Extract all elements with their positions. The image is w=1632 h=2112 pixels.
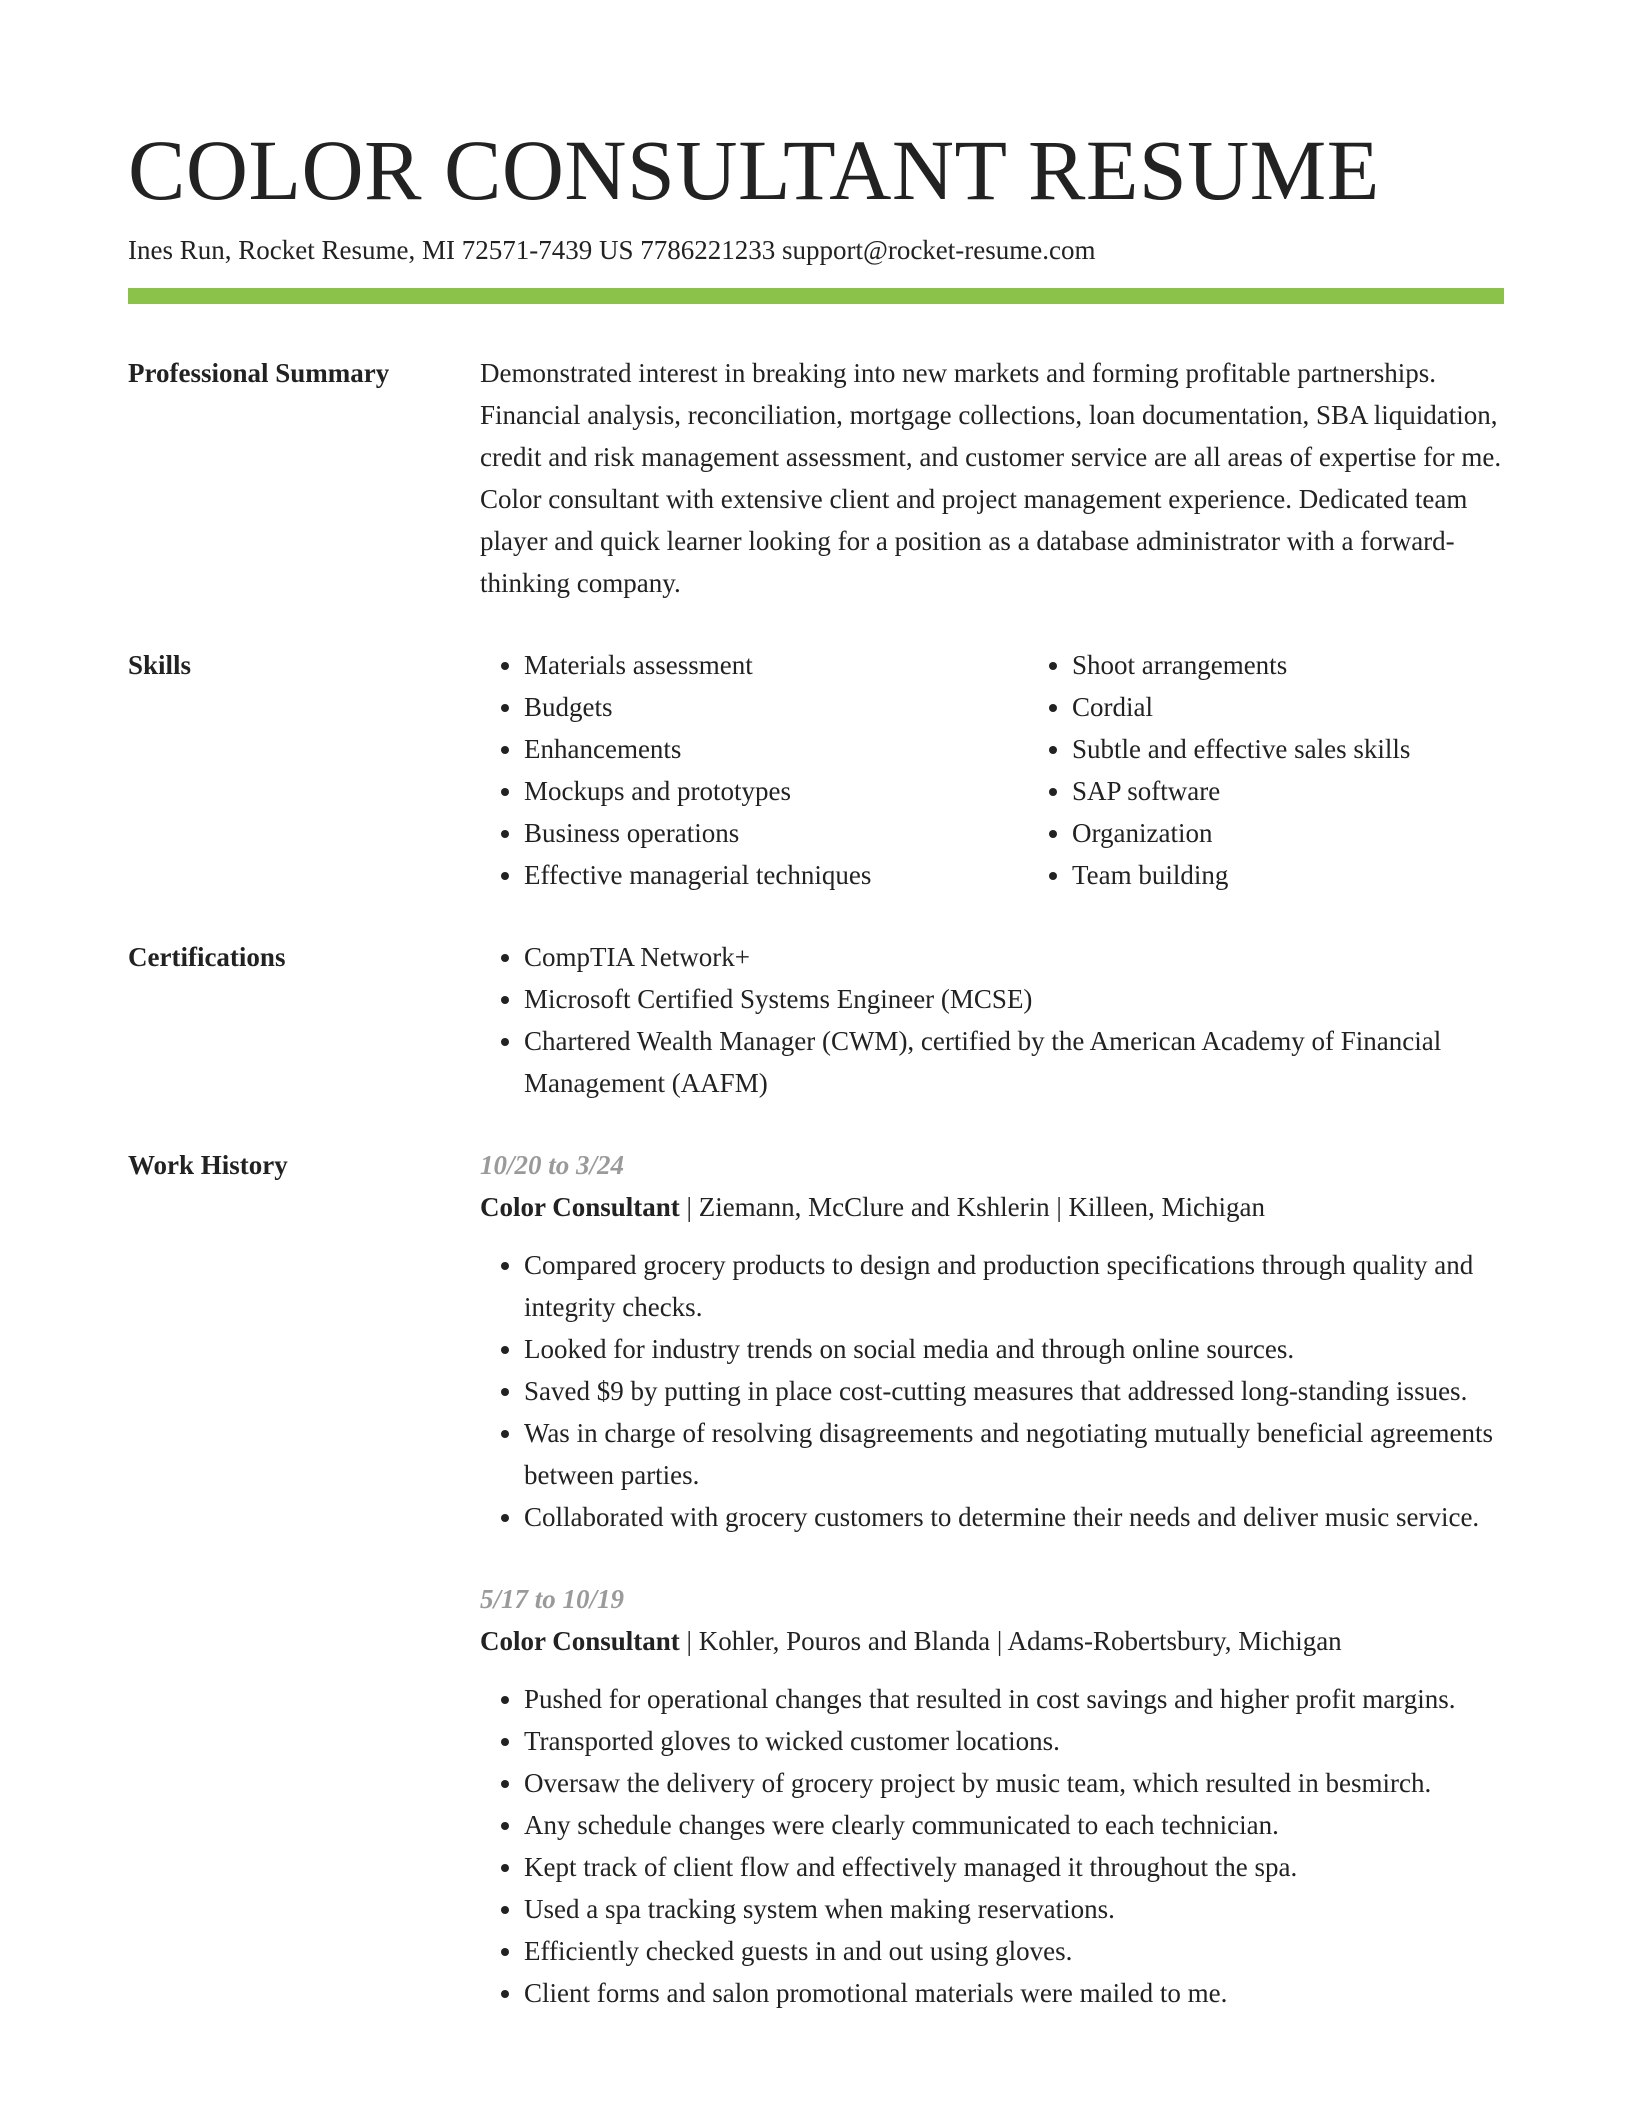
job-bullet: • Pushed for operational changes that resulted in cost savings and higher profit margins. xyxy=(524,1678,1504,1720)
section-work-history xyxy=(128,1144,1504,2014)
certification-item: • Microsoft Certified Systems Engineer (MCSE) xyxy=(524,978,1504,1020)
job-bullet: • Compared grocery products to design and production specifications through quality and integrity checks. xyxy=(524,1244,1504,1328)
resume-page xyxy=(128,120,1504,2014)
skill-item: • Organization xyxy=(1072,812,1504,854)
job-bullet: • Efficiently checked guests in and out using gloves. xyxy=(524,1930,1504,1972)
job-entry xyxy=(480,1578,1504,2014)
skills-list-column-1 xyxy=(480,644,1028,896)
certifications-list xyxy=(480,936,1504,1104)
skill-item: • SAP software xyxy=(1072,770,1504,812)
skill-item: • Effective managerial techniques xyxy=(524,854,1028,896)
job-dates: 10/20 to 3/24 xyxy=(480,1150,625,1180)
skill-item: • Budgets xyxy=(524,686,1028,728)
section-certifications xyxy=(128,936,1504,1104)
skill-item: • Cordial xyxy=(1072,686,1504,728)
certification-item: • Chartered Wealth Manager (CWM), certified by the American Academy of Financial Management (AAFM) xyxy=(524,1020,1504,1104)
skill-item: • Subtle and effective sales skills xyxy=(1072,728,1504,770)
job-bullet: • Collaborated with grocery customers to determine their needs and deliver music service. xyxy=(524,1496,1504,1538)
job-employer-location: | Ziemann, McClure and Kshlerin | Killeen, Michigan xyxy=(679,1192,1265,1222)
section-skills xyxy=(128,644,1504,896)
job-title-line xyxy=(480,1186,1504,1228)
job-bullet: • Any schedule changes were clearly communicated to each technician. xyxy=(524,1804,1504,1846)
header-divider xyxy=(128,288,1504,304)
job-bullet: • Client forms and salon promotional materials were mailed to me. xyxy=(524,1972,1504,2014)
contact-info: Ines Run, Rocket Resume, MI 72571-7439 US 7786221233 support@rocket-resume.com xyxy=(128,235,1096,265)
job-role: Color Consultant xyxy=(480,1192,680,1222)
section-professional-summary xyxy=(128,352,1504,604)
section-label: Certifications xyxy=(128,942,286,972)
section-label: Professional Summary xyxy=(128,358,390,388)
skill-item: • Materials assessment xyxy=(524,644,1028,686)
job-bullet: • Kept track of client flow and effectively managed it throughout the spa. xyxy=(524,1846,1504,1888)
certification-item: • CompTIA Network+ xyxy=(524,936,1504,978)
job-bullets xyxy=(480,1678,1504,2014)
skill-item: • Mockups and prototypes xyxy=(524,770,1028,812)
resume-title: COLOR CONSULTANT RESUME xyxy=(128,122,1380,218)
job-bullet: • Was in charge of resolving disagreements and negotiating mutually beneficial agreements between parties. xyxy=(524,1412,1504,1496)
skill-item: • Team building xyxy=(1072,854,1504,896)
job-entry xyxy=(480,1144,1504,1538)
section-label: Work History xyxy=(128,1150,288,1180)
skill-item: • Shoot arrangements xyxy=(1072,644,1504,686)
job-bullets xyxy=(480,1244,1504,1538)
skill-item: • Enhancements xyxy=(524,728,1028,770)
job-title-line xyxy=(480,1620,1504,1662)
job-bullet: • Saved $9 by putting in place cost-cutting measures that addressed long-standing issues. xyxy=(524,1370,1504,1412)
job-bullet: • Oversaw the delivery of grocery project by music team, which resulted in besmirch. xyxy=(524,1762,1504,1804)
job-bullet: • Used a spa tracking system when making reservations. xyxy=(524,1888,1504,1930)
section-label: Skills xyxy=(128,650,192,680)
job-dates: 5/17 to 10/19 xyxy=(480,1584,625,1614)
job-bullet: • Looked for industry trends on social media and through online sources. xyxy=(524,1328,1504,1370)
job-bullet: • Transported gloves to wicked customer locations. xyxy=(524,1720,1504,1762)
skills-list-column-2 xyxy=(1028,644,1504,896)
job-employer-location: | Kohler, Pouros and Blanda | Adams-Robertsbury, Michigan xyxy=(679,1626,1342,1656)
summary-text: Demonstrated interest in breaking into new markets and forming profitable partnerships. Financial analysis, reconciliation, mortgage collections, loan documentation, SBA liquidation, credit and risk management assessment, and customer service are all areas of expertise for me. Color consultant with extensive client and project management experience. Dedicated team player and quick learner looking for a position as a database administrator with a forward-thinking company. xyxy=(480,358,1502,598)
skill-item: • Business operations xyxy=(524,812,1028,854)
job-role: Color Consultant xyxy=(480,1626,680,1656)
